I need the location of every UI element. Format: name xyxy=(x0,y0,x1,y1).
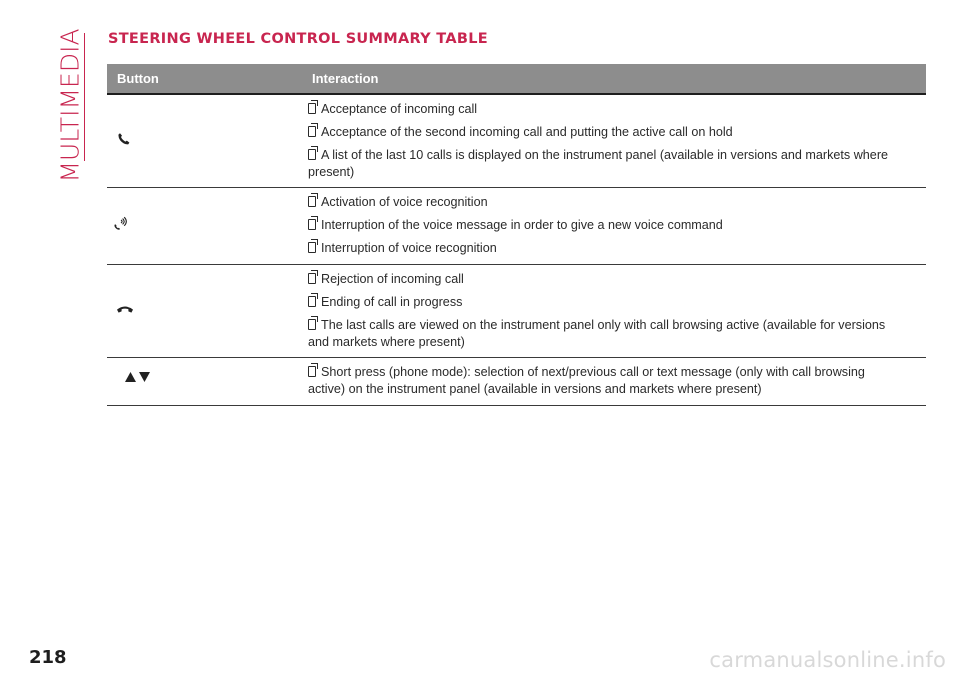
section-label: MULTIMEDIA xyxy=(55,27,85,183)
interaction-cell xyxy=(308,95,926,187)
table-row xyxy=(107,358,926,406)
checkbox-bullet-icon xyxy=(308,242,316,253)
checkbox-bullet-icon xyxy=(308,103,316,114)
up-down-arrows-icon xyxy=(124,370,152,388)
checkbox-bullet-icon xyxy=(308,273,316,284)
checkbox-bullet-icon xyxy=(308,219,316,230)
section-rule xyxy=(84,33,85,161)
list-item: Rejection of incoming call xyxy=(308,271,926,288)
button-cell xyxy=(107,358,308,405)
watermark: carmanualsonline.info xyxy=(709,648,946,672)
page-number: 218 xyxy=(29,647,67,668)
page-title: STEERING WHEEL CONTROL SUMMARY TABLE xyxy=(108,31,488,47)
voice-recognition-icon xyxy=(113,216,129,237)
summary-table xyxy=(107,64,926,406)
checkbox-bullet-icon xyxy=(308,366,316,377)
interaction-cell xyxy=(308,358,926,405)
list-item: Short press (phone mode): selection of next/previous call or text message (only with call browsing active) on the instrument panel (available in versions and markets where present) xyxy=(308,365,865,396)
interaction-cell xyxy=(308,265,926,357)
button-cell xyxy=(107,265,308,357)
list-item: Acceptance of incoming call xyxy=(308,101,926,118)
table-row xyxy=(107,95,926,188)
list-item: Ending of call in progress xyxy=(308,294,926,311)
button-cell xyxy=(107,95,308,187)
checkbox-bullet-icon xyxy=(308,319,316,330)
checkbox-bullet-icon xyxy=(308,149,316,160)
checkbox-bullet-icon xyxy=(308,196,316,207)
table-header xyxy=(107,64,926,95)
button-cell xyxy=(107,188,308,264)
list-item: Activation of voice recognition xyxy=(308,194,926,211)
phone-answer-icon xyxy=(117,132,131,151)
list-item: A list of the last 10 calls is displayed on the instrument panel (available in versions and markets where present) xyxy=(308,148,889,179)
column-header-interaction: Interaction xyxy=(312,71,379,86)
list-item: Acceptance of the second incoming call and putting the active call on hold xyxy=(308,124,926,141)
checkbox-bullet-icon xyxy=(308,126,316,137)
list-item: Interruption of the voice message in order to give a new voice command xyxy=(308,217,926,234)
table-row xyxy=(107,265,926,358)
interaction-cell xyxy=(308,188,926,264)
list-item: Interruption of voice recognition xyxy=(308,240,926,257)
checkbox-bullet-icon xyxy=(308,296,316,307)
list-item: The last calls are viewed on the instrument panel only with call browsing active (available for versions and markets where present) xyxy=(308,318,886,349)
table-row xyxy=(107,188,926,265)
column-header-button: Button xyxy=(117,71,159,86)
phone-hangup-icon xyxy=(116,302,134,320)
